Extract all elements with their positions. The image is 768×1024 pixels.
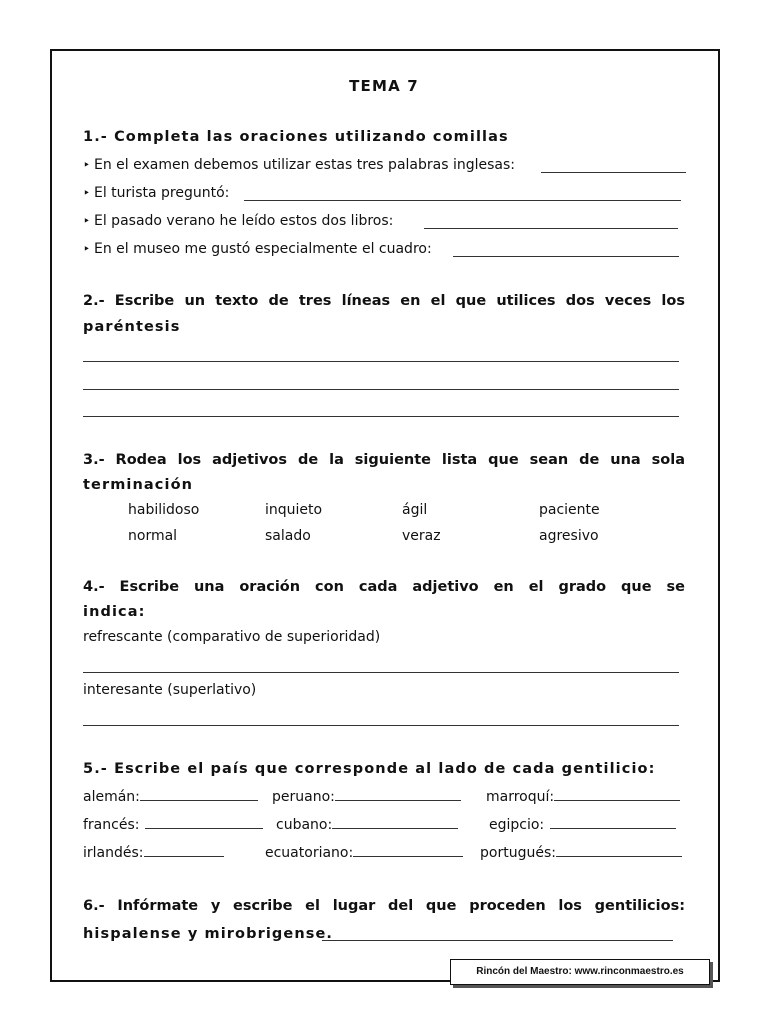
section1-answer-line-1[interactable] — [541, 172, 686, 173]
section1-answer-line-4[interactable] — [453, 256, 679, 257]
adjective-word[interactable]: paciente — [539, 502, 600, 518]
country-answer-line[interactable] — [140, 800, 258, 801]
gentilicio-label: francés: — [83, 817, 140, 833]
section1-answer-line-3[interactable] — [424, 228, 678, 229]
country-answer-line[interactable] — [554, 800, 680, 801]
section2-heading-line2: paréntesis — [83, 319, 181, 335]
gentilicio-label: portugués: — [480, 845, 556, 861]
gentilicio-portugues — [480, 845, 682, 861]
country-answer-line[interactable] — [335, 800, 461, 801]
section1-heading: 1.- Completa las oraciones utilizando comillas — [83, 129, 509, 145]
section4-answer-line-2[interactable] — [83, 725, 679, 726]
adjective-word[interactable]: inquieto — [265, 502, 323, 518]
section2-writing-line-2[interactable] — [83, 389, 679, 390]
section1-item-4: ‣ En el museo me gustó especialmente el cuadro: — [83, 241, 432, 257]
section1-item-1: ‣ En el examen debemos utilizar estas tres palabras inglesas: — [83, 157, 515, 173]
section6-heading-line1: 6.- Infórmate y escribe el lugar del que proceden los gentilicios: — [83, 898, 685, 914]
section3-heading-line1: 3.- Rodea los adjetivos de la siguiente lista que sean de una sola — [83, 452, 685, 468]
gentilicio-label: irlandés: — [83, 845, 144, 861]
section1-item-3: ‣ El pasado verano he leído estos dos libros: — [83, 213, 393, 229]
country-answer-line[interactable] — [332, 828, 458, 829]
gentilicio-peruano — [272, 789, 461, 805]
gentilicio-label: peruano: — [272, 789, 335, 805]
gentilicio-label: cubano: — [276, 817, 333, 833]
section4-answer-line-1[interactable] — [83, 672, 679, 673]
gentilicio-egipcio — [489, 817, 676, 833]
gentilicio-frances — [83, 817, 263, 833]
section3-heading-line2: terminación — [83, 477, 194, 493]
section1-answer-line-2[interactable] — [244, 200, 681, 201]
adjective-word[interactable]: veraz — [402, 528, 441, 544]
footer-credit: Rincón del Maestro: www.rinconmaestro.es — [450, 959, 710, 985]
section2-heading-line1: 2.- Escribe un texto de tres líneas en el que utilices dos veces los — [83, 293, 685, 309]
section4-heading-line1: 4.- Escribe una oración con cada adjetivo en el grado que se — [83, 579, 685, 595]
gentilicio-label: alemán: — [83, 789, 140, 805]
section6-answer-line[interactable] — [322, 940, 673, 941]
gentilicio-label: egipcio: — [489, 817, 545, 833]
country-answer-line[interactable] — [144, 856, 224, 857]
gentilicio-irlandes — [83, 845, 224, 861]
section2-writing-line-3[interactable] — [83, 416, 679, 417]
section4-prompt-2: interesante (superlativo) — [83, 682, 257, 698]
gentilicio-marroqui — [486, 789, 680, 805]
section1-item-2: ‣ El turista preguntó: — [83, 185, 229, 201]
gentilicio-aleman — [83, 789, 258, 805]
gentilicio-ecuatoriano — [265, 845, 463, 861]
gentilicio-cubano — [276, 817, 458, 833]
country-answer-line[interactable] — [145, 828, 263, 829]
section4-heading-line2: indica: — [83, 604, 146, 620]
section2-writing-line-1[interactable] — [83, 361, 679, 362]
page-title: TEMA 7 — [349, 77, 419, 95]
adjective-word[interactable]: agresivo — [539, 528, 599, 544]
adjective-word[interactable]: salado — [265, 528, 311, 544]
country-answer-line[interactable] — [556, 856, 682, 857]
country-answer-line[interactable] — [353, 856, 463, 857]
gentilicio-label: marroquí: — [486, 789, 555, 805]
country-answer-line[interactable] — [550, 828, 676, 829]
section6-heading-line2: hispalense y mirobrigense. — [83, 926, 334, 942]
section4-prompt-1: refrescante (comparativo de superioridad) — [83, 629, 381, 645]
adjective-word[interactable]: normal — [128, 528, 178, 544]
adjective-word[interactable]: habilidoso — [128, 502, 200, 518]
adjective-word[interactable]: ágil — [402, 502, 428, 518]
gentilicio-label: ecuatoriano: — [265, 845, 354, 861]
section5-heading: 5.- Escribe el país que corresponde al lado de cada gentilicio: — [83, 761, 656, 777]
